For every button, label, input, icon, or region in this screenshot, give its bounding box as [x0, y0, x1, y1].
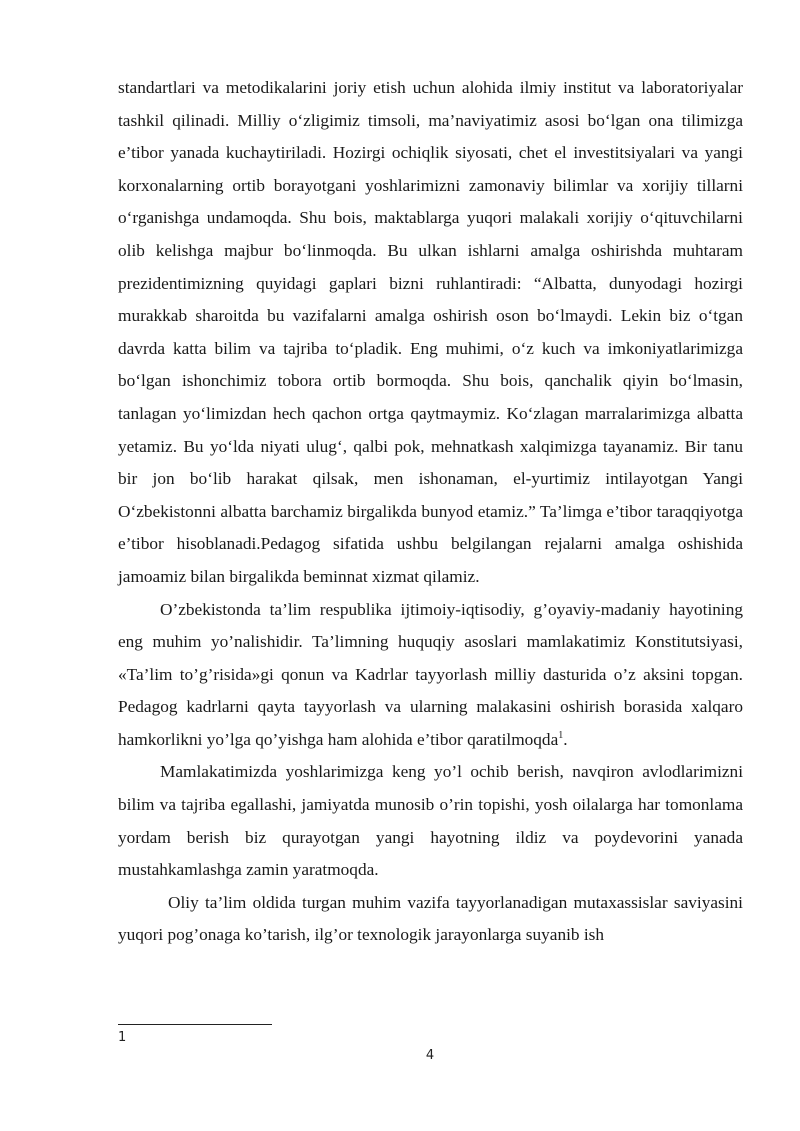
paragraph-text: O’zbekistonda ta’lim respublika ijtimoiy-iqtisodiy, g’oyaviy-madaniy hayotining eng muhim yo’nalishidir. Ta’limning huquqiy asoslari mamlakatimiz Konstitutsiyasi, «Ta’lim to’g’risida»gi qonun va Kadrlar tayyorlash milliy dasturida o’z aksini topgan. Pedagog kadrlarni qayta tayyorlash va ularning malakasini oshirish borasida xalqaro hamkorlikni yo’lga qo’yishga ham alohida e’tibor qaratilmoqda [118, 599, 743, 749]
paragraph-education-law: O’zbekistonda ta’lim respublika ijtimoiy-iqtisodiy, g’oyaviy-madaniy hayotining eng muhim yo’nalishidir. Ta’limning huquqiy asoslari mamlakatimiz Konstitutsiyasi, «Ta’lim to’g’risida»gi qonun va Kadrlar tayyorlash milliy dasturida o’z aksini topgan. Pedagog kadrlarni qayta tayyorlash va ularning malakasini oshirish borasida xalqaro hamkorlikni yo’lga qo’yishga ham alohida e’tibor qaratilmoqda$^1$. [118, 599, 743, 749]
paragraph-youth: Mamlakatimizda yoshlarimizga keng yo’l ochib berish, navqiron avlodlarimizni bilim va tajriba egallashi, jamiyatda munosib o’rin topishi, yosh oilalarga har tomonlama yordam berish biz qurayotgan yangi hayotning ildiz va poydevorini yanada mustahkamlashga zamin yaratmoqda. [118, 762, 743, 880]
paragraph-continuation: standartlari va metodikalarini joriy etish uchun alohida ilmiy institut va laboratoriyalar tashkil qilinadi. Milliy o‘zligimiz timsoli, ma’naviyatimiz asosi bo‘lgan ona tilimizga e’tibor yanada kuchaytiriladi. Hozirgi ochiqlik siyosati, chet el investitsiyalari va yangi korxonalarning ortib borayotgani yoshlarimizni zamonaviy bilimlar va xorijiy tillarni o‘rganishga undamoqda. Shu bois, maktablarga yuqori malakali xorijiy o‘qituvchilarni olib kelishga majbur bo‘linmoqda. Bu ulkan ishlarni amalga oshirishda muhtaram prezidentimizning quyidagi gaplari bizni ruhlantiradi: “Albatta, dunyodagi hozirgi murakkab sharoitda bu vazifalarni amalga oshirish oson bo‘lmaydi. Lekin biz o‘tgan davrda katta bilim va tajriba to‘pladik. Eng muhimi, o‘z kuch va imkoniyatlarimizga bo‘lgan ishonchimiz tobora ortib bormoqda. Shu bois, qanchalik qiyin bo‘lmasin, tanlagan yo‘limizdan hech qachon ortga qaytmaymiz. Ko‘zlagan marralarimizga albatta yetamiz. Bu yo‘lda niyati ulug‘, qalbi pok, mehnatkash xalqimizga tayanamiz. Bir tanu bir jon bo‘lib harakat qilsak, men ishonaman, el-yurtimiz intilayotgan Yangi O‘zbekistonni albatta barchamiz birgalikda bunyod etamiz.” Ta’limga e’tibor taraqqiyotga e’tibor hisoblanadi.Pedagog sifatida ushbu belgilangan rejalarni amalga oshishida jamoamiz bilan birgalikda beminnat xizmat qilamiz. [118, 78, 743, 586]
body-text [118, 72, 743, 952]
page-number: 4 [425, 1048, 435, 1063]
paragraph-higher-education: Oliy ta’lim oldida turgan muhim vazifa tayyorlanadigan mutaxassislar saviyasini yuqori pog’onaga ko’tarish, ilg’or texnologik jarayonlarga suyanib ish [118, 892, 743, 945]
footnote-separator [118, 1024, 272, 1025]
footnote-number: 1 [118, 1030, 127, 1045]
footnote-reference[interactable]: 1 [558, 730, 564, 742]
